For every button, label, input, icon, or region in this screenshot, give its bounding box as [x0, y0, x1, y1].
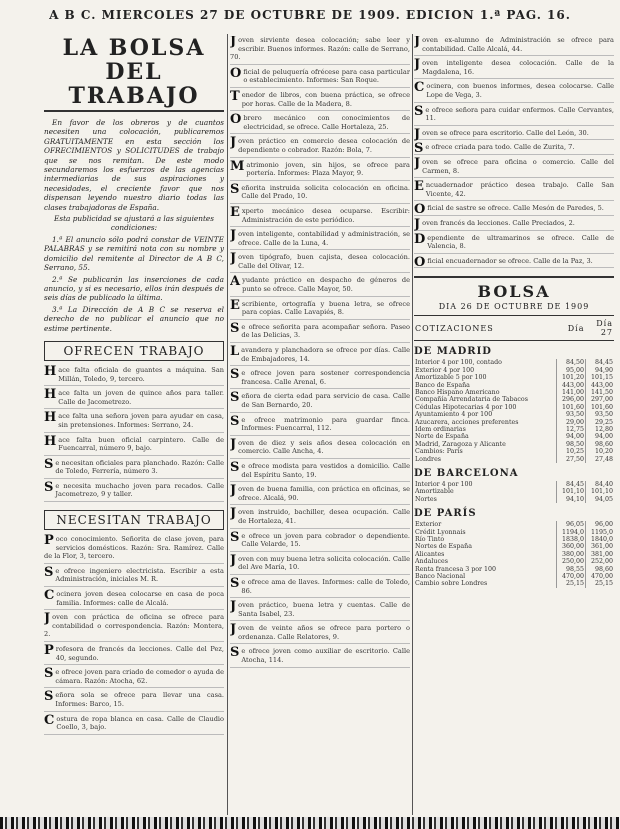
stock-value: 29,25 [586, 419, 615, 426]
drop-cap: J [414, 126, 421, 142]
stock-row [414, 396, 614, 403]
stock-value: 98,60 [586, 566, 615, 573]
ad-text: e ofrece señora para cuidar enfermos. Calle Cervantes, 11. [425, 105, 614, 123]
classified-ad [44, 479, 224, 502]
classified-ad [230, 181, 410, 204]
classified-ad [414, 126, 614, 142]
ad-text: ocinera, con buenos informes, desea colocarse. Calle Lope de Vega, 3. [426, 82, 614, 99]
stock-value: 141,00 [557, 389, 586, 396]
stock-value: 443,00 [586, 382, 615, 389]
drop-cap: E [414, 179, 424, 195]
page-header: A B C. MIERCOLES 27 DE OCTUBRE DE 1909. EDICION 1.ª PAG. 16. [49, 8, 571, 22]
stock-name: Andaluces [415, 558, 448, 566]
stock-name: Amortizable [415, 488, 454, 496]
classified-ad [44, 564, 224, 587]
drop-cap: L [230, 344, 240, 360]
stock-value: 94,10 [557, 496, 586, 503]
stock-value: 94,00 [586, 433, 615, 440]
stock-value: 29,00 [557, 419, 586, 426]
ad-text: e ofrece señorita para acompañar señora. Paseo de las Delicias, 3. [241, 322, 410, 340]
classified-ad [230, 601, 410, 621]
stock-value: 12,75 [557, 426, 586, 433]
drop-cap: C [414, 80, 425, 96]
stock-value: 25,15 [586, 580, 615, 587]
ad-text: oven de diez y seis años desea colocación en comercio. Calle Ancha, 4. [238, 438, 410, 456]
stock-value: 101,60 [586, 404, 615, 411]
drop-cap: S [44, 456, 54, 472]
stock-row [414, 481, 614, 488]
drop-cap: C [44, 712, 55, 728]
drop-cap: S [230, 367, 240, 383]
drop-cap: J [230, 135, 237, 151]
stock-value: 12,80 [586, 426, 615, 433]
drop-cap: J [230, 36, 237, 49]
drop-cap: S [230, 529, 240, 545]
drop-cap: E [230, 204, 240, 220]
classified-ad [230, 552, 410, 575]
stock-value: 252,00 [586, 558, 615, 565]
ad-text: avandera y planchadora se ofrece por días. Calle de Embajadores, 14. [241, 346, 410, 363]
classified-ad [230, 36, 410, 65]
ad-text: ace falta oficiala de guantes a máquina. San Millán, Toledo, 9, tercero. [58, 365, 224, 383]
scan-edge [0, 817, 620, 829]
stock-name: Cambios: París [415, 448, 463, 456]
stock-name: Azucarera, acciones preferentes [415, 418, 519, 426]
stock-name: Banco Nacional [415, 573, 466, 581]
stock-row [414, 558, 614, 565]
drop-cap: J [414, 155, 421, 171]
classified-ad [230, 253, 410, 273]
classified-ad [414, 181, 614, 201]
classified-ad [230, 230, 410, 250]
stock-row [414, 536, 614, 543]
intro-paragraph: 2.ª Se publicarán las inserciones de cada anuncio, y si es necesario, ellos irán después de seis días de publicado la última. [44, 274, 224, 303]
drop-cap: T [230, 88, 240, 104]
stock-row [414, 448, 614, 455]
drop-cap: S [230, 413, 240, 429]
stock-row [414, 389, 614, 396]
stock-value: 98,50 [557, 441, 586, 448]
ad-text: e ofrece joven para criado de comedor o ayuda de cámara. Razón: Atocha, 62. [55, 668, 224, 685]
classified-ad [414, 82, 614, 102]
section-barcelona: DE BARCELONA [414, 467, 519, 479]
drop-cap: J [44, 611, 51, 627]
intro-paragraph: En favor de los obreros y de cuantos necesiten una colocación, publicaremos GRATUITAMENTE en esta sección los OFRECIMIENTOS y SOLICITUDES de trabajo que se nos remitan. De este modo secundaremos los esfuerzos de las agencias intermediarias de sus aspiraciones y necesidades, el creciente favor que nos dispensan leyendo nuestro diario todas las clases trabajadoras de España. [44, 118, 224, 212]
stock-value: 297,00 [586, 396, 615, 403]
classified-ad [44, 412, 224, 432]
stock-name: Renta francesa 3 por 100 [415, 565, 497, 573]
section-madrid: DE MADRID [414, 346, 492, 358]
column-divider [227, 34, 228, 815]
stock-value: 101,20 [557, 374, 586, 381]
ofrecen-trabajo-heading: OFRECEN TRABAJO [44, 341, 224, 361]
drop-cap: S [230, 575, 240, 591]
ad-text: brero mecánico con conocimientos de electricidad, se ofrece. Calle Hortaleza, 25. [243, 114, 410, 131]
classified-ad [230, 158, 410, 181]
stock-value: 27,50 [557, 456, 586, 463]
drop-cap: S [230, 390, 240, 406]
drop-cap: O [230, 65, 242, 81]
stock-name: Alicantes [415, 550, 445, 558]
stock-value: 25,15 [557, 580, 586, 587]
ad-text: oven inteligente desea colocación. Calle de la Magdalena, 16. [422, 59, 614, 76]
drop-cap: A [230, 274, 241, 290]
stock-row [414, 488, 614, 495]
stock-row [414, 419, 614, 426]
classified-ad [44, 590, 224, 610]
stock-value: 84,45 [586, 359, 615, 366]
stock-name: Cédulas Hipotecarias 4 por 100 [415, 403, 517, 411]
bolsa-title: BOLSA [414, 276, 614, 301]
section-paris: DE PARÍS [414, 508, 477, 520]
classified-ad [230, 392, 410, 412]
drop-cap: J [230, 552, 237, 568]
classified-ad [230, 369, 410, 389]
stock-value: 470,00 [586, 573, 615, 580]
ad-text: oven tipógrafo, buen cajista, desea colocación. Calle del Olivar, 12. [238, 253, 410, 270]
drop-cap: S [230, 181, 240, 197]
stock-row [414, 573, 614, 580]
col-a-header: Día [557, 316, 586, 341]
classified-ad [230, 114, 410, 134]
drop-cap: J [230, 506, 237, 522]
ad-text: e ofrece matrimonio para guardar finca. Informes: Fuencarral, 112. [241, 415, 410, 433]
stock-value: 95,00 [557, 367, 586, 374]
classified-ad [44, 613, 224, 642]
drop-cap: J [230, 599, 237, 615]
drop-cap: P [44, 643, 54, 658]
classified-ad [44, 712, 224, 735]
stock-row [414, 441, 614, 448]
stock-value: 296,00 [557, 396, 586, 403]
stock-row [414, 580, 614, 587]
ad-text: e ofrece ingeniero electricista. Escribir a esta Administración, iniciales M. R. [55, 566, 224, 584]
ad-text: oco conocimiento. Señorita de clase joven, para servicios domésticos. Razón: Sra. Ramírez. Calle de la Flor, 3, tercero. [44, 535, 224, 561]
drop-cap: O [414, 254, 426, 270]
ad-text: ace falta buen oficial carpintero. Calle de Fuencarral, número 9, bajo. [58, 435, 224, 453]
classified-ad [230, 137, 410, 157]
ad-text: atrimonio joven, sin hijos, se ofrece para portería. Informes: Plaza Mayor, 9. [246, 160, 410, 178]
drop-cap: S [414, 141, 424, 157]
classified-ad [230, 575, 410, 598]
ad-text: scribiente, ortografía y buena letra, se ofrece para copias. Calle Lavapiés, 8. [241, 299, 410, 317]
stock-value: 94,90 [586, 367, 615, 374]
middle-column [230, 36, 410, 815]
classified-ad [230, 413, 410, 436]
classified-ad [414, 143, 614, 155]
stock-value: 98,55 [557, 566, 586, 573]
stock-value: 94,05 [586, 496, 615, 503]
stock-row [414, 543, 614, 550]
stock-name: Amortizable 5 por 100 [415, 374, 487, 382]
stock-value: 101,10 [557, 488, 586, 495]
ad-text: ocinera joven desea colocarse en casa de poca familia. Informes: calle de Alcalá. [56, 590, 224, 607]
stock-value: 1838,0 [557, 536, 586, 543]
cotizaciones-header: COTIZACIONES [414, 316, 557, 341]
classified-ad [230, 624, 410, 644]
ad-text: ace falta una señora joven para ayudar en casa, sin pretensiones. Informes: Serrano, 24. [58, 412, 224, 429]
stock-name: Banco Hispano Americano [415, 388, 500, 396]
stock-value: 10,25 [557, 448, 586, 455]
stock-value: 96,00 [586, 521, 615, 528]
drop-cap: O [230, 112, 242, 128]
necesitan-trabajo-heading: NECESITAN TRABAJO [44, 510, 224, 530]
ad-text: e necesita muchacho joven para recados. Calle Jacometrezo, 9 y taller. [55, 481, 224, 499]
stock-row [414, 374, 614, 381]
ad-text: oven ex-alumno de Administración se ofrece para contabilidad. Calle Alcalá, 44. [422, 36, 614, 53]
stock-name: Banco de España [415, 381, 470, 389]
drop-cap: J [230, 436, 237, 452]
ad-text: eñorita instruida solicita colocación en oficina. Calle del Prado, 10. [241, 183, 410, 201]
ad-text: oven de veinte años se ofrece para portero o ordenanza. Calle Relatores, 9. [238, 624, 410, 641]
drop-cap: H [44, 410, 57, 426]
stock-value: 84,50 [557, 359, 586, 366]
drop-cap: D [414, 231, 426, 247]
drop-cap: S [414, 103, 424, 119]
stock-row [414, 404, 614, 411]
stock-value: 380,00 [557, 551, 586, 558]
stock-value: 84,45 [557, 481, 586, 488]
ad-text: oven con práctica de oficina se ofrece para contabilidad o correspondencia. Razón: Montera, 2. [44, 613, 224, 639]
ad-text: ace falta un joven de quince años para taller. Calle de Jacometrezo. [58, 389, 224, 406]
stock-name: Crédit Lyonnais [415, 528, 466, 536]
stock-value: 96,05 [557, 521, 586, 528]
ad-text: oven con muy buena letra solicita colocación. Calle del Ave María, 10. [238, 554, 410, 572]
classified-ad [414, 103, 614, 126]
ad-text: e necesitan oficiales para planchado. Razón: Calle de Toledo, Ferrería, número 3. [55, 458, 224, 476]
stock-name: Norte de España [415, 433, 469, 441]
classified-ad [414, 216, 614, 232]
classified-ad [44, 645, 224, 665]
stock-table [414, 315, 614, 588]
stock-row [414, 367, 614, 374]
drop-cap: J [230, 251, 237, 267]
stock-row [414, 382, 614, 389]
necesitan-list [44, 535, 224, 735]
stock-name: Río Tinto [415, 536, 445, 543]
stock-name: Nortes [415, 495, 437, 503]
drop-cap: J [414, 57, 421, 73]
ad-text: e ofrece un joven para cobrador o dependiente. Calle Velarde, 15. [241, 531, 410, 549]
stock-value: 1194,0 [557, 529, 586, 536]
ad-text: ficial de peluquería ofrécese para casa particular o establecimiento. Informes: San Roque. [243, 67, 410, 85]
right-ads-list [414, 36, 614, 268]
stock-value: 381,00 [586, 551, 615, 558]
drop-cap: P [44, 533, 54, 549]
classified-ad [414, 231, 614, 254]
classified-ad [44, 535, 224, 564]
left-column [44, 36, 224, 815]
classified-ad [414, 254, 614, 270]
bolsa-date: DIA 26 DE OCTUBRE DE 1909 [438, 302, 590, 312]
stock-row [414, 496, 614, 503]
classified-ad [230, 436, 410, 459]
classified-ad [414, 59, 614, 79]
stock-value: 98,60 [586, 441, 615, 448]
drop-cap: H [44, 363, 57, 379]
ad-text: e ofrece joven para sostener correspondencia francesa. Calle Arenal, 6. [241, 369, 410, 386]
classified-ad [44, 363, 224, 386]
drop-cap: S [44, 666, 54, 682]
drop-cap: J [230, 228, 237, 244]
stock-value: 10,20 [586, 448, 615, 455]
ad-text: oven práctico en comercio desea colocación de dependiente o cobrador. Razón: Bola, 7. [238, 137, 410, 154]
drop-cap: S [230, 459, 240, 475]
intro-paragraph: 1.ª El anuncio sólo podrá constar de VEINTE PALABRAS y se remitirá nota con su nombre y domicilio del remitente al Director de A B C, Serrano, 55. [44, 234, 224, 273]
classified-ad [230, 88, 410, 111]
ad-text: oven práctico, buena letra y cuentas. Calle de Santa Isabel, 23. [238, 601, 410, 618]
drop-cap: J [230, 622, 237, 638]
ad-text: oven sirviente desea colocación; sabe leer y escribir. Buenos informes. Razón: calle de Serrano, 70. [230, 36, 410, 62]
classified-ad [44, 456, 224, 479]
stock-name: Cambio sobre Londres [415, 580, 488, 588]
classified-ad [230, 204, 410, 227]
column-divider [412, 34, 413, 815]
stock-value: 250,00 [557, 558, 586, 565]
drop-cap: E [230, 297, 240, 313]
stock-row [414, 411, 614, 418]
ad-text: oven se ofrece para oficina o comercio. Calle del Carmen, 8. [422, 157, 614, 175]
drop-cap: J [414, 216, 421, 232]
classified-ad [44, 668, 224, 688]
stock-row [414, 433, 614, 440]
classified-ad [414, 155, 614, 178]
ofrecen-list [44, 363, 224, 502]
stock-row [414, 529, 614, 536]
classified-ad [44, 691, 224, 711]
stock-value: 101,60 [557, 404, 586, 411]
stock-row [414, 359, 614, 366]
ad-text: ependiente de ultramarinos se ofrece. Calle de Valencia, 8. [427, 233, 614, 251]
stock-value: 27,48 [586, 456, 615, 463]
classified-ad [230, 459, 410, 482]
classified-ad [230, 647, 410, 667]
stock-value: 1840,0 [586, 536, 615, 543]
stock-name: Idem ordinarias [415, 425, 466, 433]
stock-value: 93,50 [557, 411, 586, 418]
drop-cap: S [230, 645, 240, 661]
stock-name: Interior 4 por 100 [415, 480, 473, 488]
stock-name: Compañía Arrendataria de Tabacos [415, 396, 528, 404]
ad-text: e ofrece ama de llaves. Informes: calle de Toledo, 86. [241, 577, 410, 595]
stock-row [414, 551, 614, 558]
classified-ad [230, 508, 410, 528]
ad-text: ficial encuadernador se ofrece. Calle de la Paz, 3. [427, 256, 593, 265]
col-b-header: Día 27 [586, 316, 615, 341]
right-column [414, 36, 614, 815]
ad-text: rofesora de francés da lecciones. Calle del Pez, 40, segundo. [55, 645, 224, 662]
classified-ad [414, 204, 614, 216]
classified-ad [414, 36, 614, 56]
ad-text: eñora de cierta edad para servicio de casa. Calle de San Bernardo, 20. [241, 392, 410, 409]
ad-text: oven se ofrece para escritorio. Calle del León, 30. [422, 128, 589, 137]
classified-ad [230, 297, 410, 320]
ad-text: e ofrece criada para todo. Calle de Zurita, 7. [425, 143, 575, 152]
stock-row [414, 521, 614, 528]
drop-cap: S [44, 689, 54, 705]
stock-name: Ayuntamiento 4 por 100 [415, 411, 493, 419]
middle-ads-list [230, 36, 410, 668]
drop-cap: J [230, 483, 237, 499]
classified-ad [230, 346, 410, 366]
ad-text: oven instruido, bachiller, desea ocupación. Calle de Hortaleza, 41. [238, 508, 410, 525]
drop-cap: S [44, 564, 54, 580]
drop-cap: S [44, 479, 54, 495]
ad-text: oven francés da lecciones. Calle Preciados, 2. [422, 218, 575, 227]
drop-cap: M [230, 158, 245, 174]
ad-text: ostura de ropa blanca en casa. Calle de Claudio Coello, 3, bajo. [56, 714, 224, 732]
ad-text: oven de buena familia, con práctica en oficinas, se ofrece. Alcalá, 90. [238, 485, 410, 502]
stock-value: 1195,0 [586, 529, 615, 536]
stock-row [414, 456, 614, 463]
stock-value: 470,00 [557, 573, 586, 580]
stock-name: Exterior 4 por 100 [415, 366, 475, 374]
drop-cap: J [414, 36, 421, 49]
stock-value: 141,50 [586, 389, 615, 396]
stock-value: 443,00 [557, 382, 586, 389]
classified-ad [230, 320, 410, 343]
classified-ad [44, 433, 224, 456]
stock-value: 101,15 [586, 374, 615, 381]
classified-ad [230, 485, 410, 505]
stock-name: Interior 4 por 100, contado [415, 359, 502, 367]
ad-text: xperto mecánico desea ocuparse. Escribir: Administración de este periódico. [241, 206, 410, 224]
ad-text: e ofrece modista para vestidos a domicilio. Calle del Espíritu Santo, 19. [241, 461, 410, 479]
stock-value: 94,00 [557, 433, 586, 440]
intro-paragraph: 3.ª La Dirección de A B C se reserva el derecho de no publicar el anuncio que no estime pertinente. [44, 304, 224, 333]
drop-cap: H [44, 433, 57, 449]
stock-value: 84,40 [586, 481, 615, 488]
classified-ad [230, 65, 410, 88]
stock-value: 361,00 [586, 543, 615, 550]
stock-name: Londres [415, 455, 442, 463]
classified-ad [230, 276, 410, 296]
stock-value: 360,00 [557, 543, 586, 550]
stock-name: Exterior [415, 521, 442, 529]
ad-text: ncuadernador práctico desea trabajo. Calle San Vicente, 42. [425, 181, 614, 198]
drop-cap: H [44, 387, 57, 403]
ad-text: oven inteligente, contabilidad y administración, se ofrece. Calle de la Luna, 4. [238, 230, 410, 247]
stock-value: 101,10 [586, 488, 615, 495]
stock-row [414, 426, 614, 433]
stock-name: Nortes de España [415, 543, 472, 551]
stock-value: 93,50 [586, 411, 615, 418]
stock-row [414, 566, 614, 573]
drop-cap: C [44, 588, 55, 604]
drop-cap: O [414, 202, 426, 218]
section-title: LA BOLSA [62, 36, 206, 61]
drop-cap: S [230, 320, 240, 336]
ad-text: ficial de sastre se ofrece. Calle Mesón de Paredes, 5. [427, 204, 604, 213]
classified-ad [44, 389, 224, 409]
classified-ad [230, 529, 410, 552]
ad-text: yudante práctico en despacho de géneros de punto se ofrece. Calle Mayor, 50. [242, 276, 410, 294]
ad-text: enedor de libros, con buena práctica, se ofrece por horas. Calle de la Madera, 8. [241, 90, 410, 108]
stock-name: Madrid, Zaragoza y Alicante [415, 440, 506, 448]
ad-text: e ofrece joven como auxiliar de escritorio. Calle Atocha, 114. [241, 647, 410, 665]
section-title: DEL TRABAJO [44, 60, 224, 112]
intro-paragraph: Esta publicidad se ajustará a las siguientes condiciones: [54, 214, 214, 233]
ad-text: eñora sola se ofrece para llevar una casa. Informes: Barco, 15. [55, 691, 224, 708]
